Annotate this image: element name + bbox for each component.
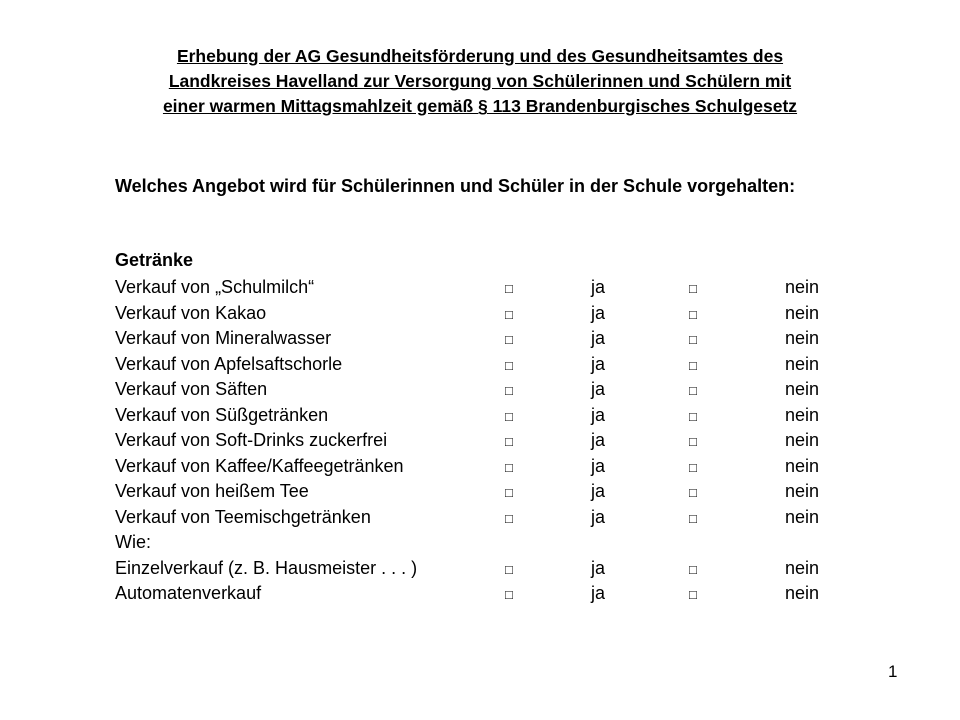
- option-ja-label: ja: [591, 404, 606, 425]
- checkbox-nein[interactable]: □: [689, 510, 697, 526]
- checkbox-ja[interactable]: □: [505, 561, 513, 577]
- option-nein-label: nein: [785, 379, 820, 399]
- option-nein-label: nein: [785, 455, 820, 476]
- section-heading-getraenke: Getränke: [115, 250, 194, 270]
- survey-row: [115, 403, 855, 429]
- checkbox-nein[interactable]: □: [689, 332, 697, 347]
- checkbox-ja[interactable]: □: [505, 485, 513, 500]
- option-nein-label: nein: [785, 506, 820, 527]
- checkbox-ja[interactable]: □: [505, 357, 513, 373]
- option-ja-label: ja: [591, 583, 606, 603]
- checkbox-nein[interactable]: □: [689, 459, 697, 475]
- subheading-wie: Wie:: [115, 532, 151, 552]
- survey-row: [115, 581, 855, 607]
- option-ja-label: ja: [591, 506, 606, 527]
- survey-row: [115, 326, 855, 352]
- option-ja-label: ja: [591, 302, 606, 323]
- survey-row: [115, 428, 855, 454]
- option-nein-label: nein: [785, 557, 820, 578]
- checkbox-ja[interactable]: □: [505, 383, 513, 398]
- row-label: Verkauf von Apfelsaftschorle: [115, 353, 343, 374]
- checkbox-ja[interactable]: □: [505, 332, 513, 347]
- row-label: Verkauf von „Schulmilch“: [115, 277, 315, 297]
- title-line-1: Erhebung der AG Gesundheitsförderung und des Gesundheitsamtes des: [176, 46, 784, 66]
- survey-row: [115, 275, 855, 301]
- checkbox-nein[interactable]: □: [689, 434, 697, 449]
- title-line-3: einer warmen Mittagsmahlzeit gemäß § 113 Brandenburgisches Schulgesetz: [162, 96, 798, 116]
- option-nein-label: nein: [785, 481, 820, 501]
- option-ja-label: ja: [591, 430, 606, 450]
- survey-rows: [115, 275, 855, 607]
- checkbox-ja[interactable]: □: [505, 306, 513, 322]
- option-nein-label: nein: [785, 302, 820, 323]
- checkbox-nein[interactable]: □: [689, 485, 697, 500]
- survey-question: Welches Angebot wird für Schülerinnen und Schüler in der Schule vorgehalten:: [115, 176, 796, 196]
- option-ja-label: ja: [591, 277, 606, 297]
- checkbox-nein[interactable]: □: [689, 383, 697, 398]
- option-ja-label: ja: [591, 557, 606, 578]
- survey-row: [115, 479, 855, 505]
- checkbox-nein[interactable]: □: [689, 587, 697, 602]
- page-number: 1: [888, 662, 898, 681]
- survey-row: [115, 352, 855, 378]
- document-title: [70, 44, 890, 119]
- survey-row: [115, 454, 855, 480]
- option-nein-label: nein: [785, 328, 820, 348]
- row-label: Verkauf von Säften: [115, 379, 268, 399]
- row-label: Verkauf von Soft-Drinks zuckerfrei: [115, 430, 388, 450]
- option-nein-label: nein: [785, 404, 820, 425]
- row-label: Einzelverkauf (z. B. Hausmeister . . . ): [115, 557, 418, 578]
- survey-row: [115, 377, 855, 403]
- title-line-2: Landkreises Havelland zur Versorgung von Schülerinnen und Schülern mit: [168, 71, 792, 91]
- option-nein-label: nein: [785, 353, 820, 374]
- checkbox-ja[interactable]: □: [505, 459, 513, 475]
- option-ja-label: ja: [591, 353, 606, 374]
- row-label: Automatenverkauf: [115, 583, 262, 603]
- checkbox-nein[interactable]: □: [689, 408, 697, 424]
- option-nein-label: nein: [785, 583, 820, 603]
- row-label: Verkauf von Süßgetränken: [115, 404, 329, 425]
- checkbox-nein[interactable]: □: [689, 357, 697, 373]
- option-ja-label: ja: [591, 481, 606, 501]
- checkbox-nein[interactable]: □: [689, 306, 697, 322]
- checkbox-nein[interactable]: □: [689, 561, 697, 577]
- option-nein-label: nein: [785, 277, 820, 297]
- row-label: Verkauf von Mineralwasser: [115, 328, 332, 348]
- option-ja-label: ja: [591, 455, 606, 476]
- survey-row: [115, 505, 855, 531]
- survey-row: [115, 556, 855, 582]
- checkbox-nein[interactable]: □: [689, 281, 697, 296]
- checkbox-ja[interactable]: □: [505, 434, 513, 449]
- row-label: Verkauf von Kakao: [115, 302, 267, 323]
- option-ja-label: ja: [591, 379, 606, 399]
- option-nein-label: nein: [785, 430, 820, 450]
- checkbox-ja[interactable]: □: [505, 510, 513, 526]
- survey-row: [115, 301, 855, 327]
- row-label: Verkauf von Teemischgetränken: [115, 506, 371, 527]
- checkbox-ja[interactable]: □: [505, 408, 513, 424]
- option-ja-label: ja: [591, 328, 606, 348]
- row-label: Verkauf von heißem Tee: [115, 481, 309, 501]
- checkbox-ja[interactable]: □: [505, 587, 513, 602]
- subheading-row: [115, 530, 855, 556]
- row-label: Verkauf von Kaffee/Kaffeegetränken: [115, 455, 404, 476]
- checkbox-ja[interactable]: □: [505, 281, 513, 296]
